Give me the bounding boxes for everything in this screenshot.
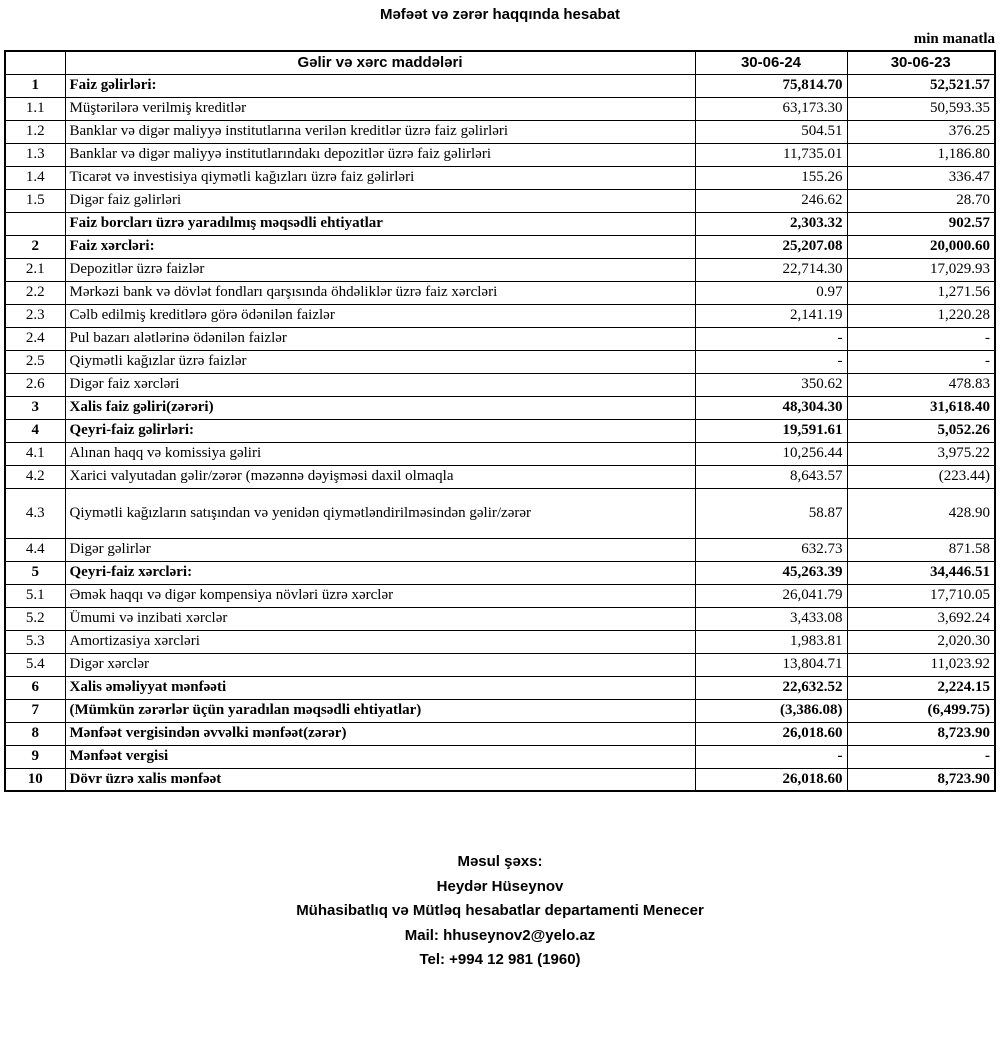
value-30-06-24: 155.26 [695, 166, 847, 189]
row-number: 5.1 [5, 584, 65, 607]
value-30-06-23: 2,224.15 [847, 676, 995, 699]
table-row [5, 584, 995, 607]
row-number: 4.1 [5, 442, 65, 465]
row-description: Ümumi və inzibati xərclər [65, 607, 695, 630]
row-number: 2.2 [5, 281, 65, 304]
value-30-06-23: 428.90 [847, 488, 995, 538]
row-description: Cəlb edilmiş kreditlərə görə ödənilən faizlər [65, 304, 695, 327]
row-description: Faiz gəlirləri: [65, 74, 695, 97]
value-30-06-24: 632.73 [695, 538, 847, 561]
value-30-06-23: 3,975.22 [847, 442, 995, 465]
value-30-06-24: 26,018.60 [695, 722, 847, 745]
row-number: 2.1 [5, 258, 65, 281]
row-number: 1 [5, 74, 65, 97]
row-description: Pul bazarı alətlərinə ödənilən faizlər [65, 327, 695, 350]
income-statement-table [4, 50, 996, 792]
value-30-06-23: 17,710.05 [847, 584, 995, 607]
table-row [5, 74, 995, 97]
table-row [5, 166, 995, 189]
value-30-06-23: 336.47 [847, 166, 995, 189]
value-30-06-24: 22,714.30 [695, 258, 847, 281]
row-number: 4 [5, 419, 65, 442]
value-30-06-24: 504.51 [695, 120, 847, 143]
table-row [5, 212, 995, 235]
row-number: 5.4 [5, 653, 65, 676]
column-header-number [5, 51, 65, 74]
table-row [5, 676, 995, 699]
row-number: 5.2 [5, 607, 65, 630]
row-number: 5 [5, 561, 65, 584]
responsible-name: Heydər Hüseynov [436, 877, 564, 895]
row-description: Faiz xərcləri: [65, 235, 695, 258]
value-30-06-24: - [695, 327, 847, 350]
table-row [5, 120, 995, 143]
value-30-06-23: 34,446.51 [847, 561, 995, 584]
value-30-06-24: 48,304.30 [695, 396, 847, 419]
value-30-06-24: (3,386.08) [695, 699, 847, 722]
row-description: Əmək haqqı və digər kompensiya növləri üzrə xərclər [65, 584, 695, 607]
value-30-06-23: 8,723.90 [847, 768, 995, 791]
row-description: Banklar və digər maliyyə institutlarına verilən kreditlər üzrə faiz gəlirləri [65, 120, 695, 143]
table-row [5, 396, 995, 419]
column-header-date-1: 30-06-24 [695, 51, 847, 74]
value-30-06-23: 20,000.60 [847, 235, 995, 258]
row-number: 1.2 [5, 120, 65, 143]
value-30-06-23: 17,029.93 [847, 258, 995, 281]
row-number: 5.3 [5, 630, 65, 653]
value-30-06-24: 26,041.79 [695, 584, 847, 607]
row-description: Dövr üzrə xalis mənfəət [65, 768, 695, 791]
value-30-06-24: - [695, 350, 847, 373]
value-30-06-24: 25,207.08 [695, 235, 847, 258]
row-number: 9 [5, 745, 65, 768]
value-30-06-23: - [847, 350, 995, 373]
value-30-06-24: 0.97 [695, 281, 847, 304]
page-title: Məfəət və zərər haqqında hesabat [379, 6, 621, 23]
value-30-06-24: 8,643.57 [695, 465, 847, 488]
value-30-06-24: 3,433.08 [695, 607, 847, 630]
value-30-06-23: 50,593.35 [847, 97, 995, 120]
value-30-06-24: 246.62 [695, 189, 847, 212]
value-30-06-23: 871.58 [847, 538, 995, 561]
value-30-06-23: 1,220.28 [847, 304, 995, 327]
row-number: 2.4 [5, 327, 65, 350]
row-description: Mənfəət vergisindən əvvəlki mənfəət(zərər) [65, 722, 695, 745]
table-row [5, 699, 995, 722]
row-description: Qiymətli kağızlar üzrə faizlər [65, 350, 695, 373]
responsible-label: Məsul şəxs: [457, 853, 543, 870]
table-row [5, 745, 995, 768]
table-row [5, 538, 995, 561]
value-30-06-24: 13,804.71 [695, 653, 847, 676]
value-30-06-23: 1,271.56 [847, 281, 995, 304]
value-30-06-23: 52,521.57 [847, 74, 995, 97]
table-row [5, 722, 995, 745]
value-30-06-24: 2,141.19 [695, 304, 847, 327]
table-header-row [5, 51, 995, 74]
table-row [5, 281, 995, 304]
row-description: (Mümkün zərərlər üçün yaradılan məqsədli ehtiyatlar) [65, 699, 695, 722]
row-number: 1.1 [5, 97, 65, 120]
row-description: Ticarət və investisiya qiymətli kağızları üzrə faiz gəlirləri [65, 166, 695, 189]
table-row [5, 630, 995, 653]
row-description: Amortizasiya xərcləri [65, 630, 695, 653]
row-description: Depozitlər üzrə faizlər [65, 258, 695, 281]
value-30-06-23: 902.57 [847, 212, 995, 235]
row-number: 1.5 [5, 189, 65, 212]
row-description: Mərkəzi bank və dövlət fondları qarşısında öhdəliklər üzrə faiz xərcləri [65, 281, 695, 304]
value-30-06-24: 26,018.60 [695, 768, 847, 791]
row-description: Xalis əməliyyat mənfəəti [65, 676, 695, 699]
value-30-06-23: 2,020.30 [847, 630, 995, 653]
signature-block [0, 850, 1000, 973]
value-30-06-23: - [847, 327, 995, 350]
value-30-06-23: - [847, 745, 995, 768]
table-row [5, 235, 995, 258]
contact-tel: Tel: +994 12 981 (1960) [419, 951, 581, 968]
value-30-06-24: 22,632.52 [695, 676, 847, 699]
row-number: 1.4 [5, 166, 65, 189]
table-row [5, 488, 995, 538]
value-30-06-24: 2,303.32 [695, 212, 847, 235]
row-number: 4.4 [5, 538, 65, 561]
value-30-06-23: 3,692.24 [847, 607, 995, 630]
row-description: Digər xərclər [65, 653, 695, 676]
table-row [5, 189, 995, 212]
value-30-06-23: 478.83 [847, 373, 995, 396]
value-30-06-23: 1,186.80 [847, 143, 995, 166]
row-number: 2.6 [5, 373, 65, 396]
table-row [5, 258, 995, 281]
value-30-06-23: 376.25 [847, 120, 995, 143]
row-description: Mənfəət vergisi [65, 745, 695, 768]
value-30-06-24: 11,735.01 [695, 143, 847, 166]
table-row [5, 419, 995, 442]
value-30-06-23: 11,023.92 [847, 653, 995, 676]
responsible-position: Mühasibatlıq və Mütləq hesabatlar departamenti Menecer [296, 902, 704, 919]
value-30-06-23: 28.70 [847, 189, 995, 212]
value-30-06-24: - [695, 745, 847, 768]
row-description: Xalis faiz gəliri(zərəri) [65, 396, 695, 419]
row-number [5, 212, 65, 235]
contact-mail: Mail: hhuseynov2@yelo.az [404, 926, 596, 944]
row-number: 4.2 [5, 465, 65, 488]
value-30-06-24: 58.87 [695, 488, 847, 538]
row-number: 4.3 [5, 488, 65, 538]
value-30-06-24: 75,814.70 [695, 74, 847, 97]
value-30-06-24: 63,173.30 [695, 97, 847, 120]
column-header-description: Gəlir və xərc maddələri [65, 51, 695, 74]
value-30-06-24: 1,983.81 [695, 630, 847, 653]
table-row [5, 373, 995, 396]
table-row [5, 327, 995, 350]
table-row [5, 465, 995, 488]
value-30-06-24: 45,263.39 [695, 561, 847, 584]
row-number: 10 [5, 768, 65, 791]
value-30-06-23: (6,499.75) [847, 699, 995, 722]
row-number: 2.5 [5, 350, 65, 373]
row-number: 8 [5, 722, 65, 745]
row-description: Xarici valyutadan gəlir/zərər (məzənnə dəyişməsi daxil olmaqla [65, 465, 695, 488]
row-description: Digər gəlirlər [65, 538, 695, 561]
row-number: 7 [5, 699, 65, 722]
table-row [5, 350, 995, 373]
column-header-date-2: 30-06-23 [847, 51, 995, 74]
row-number: 3 [5, 396, 65, 419]
row-number: 6 [5, 676, 65, 699]
row-number: 2 [5, 235, 65, 258]
table-row [5, 143, 995, 166]
row-description: Qeyri-faiz xərcləri: [65, 561, 695, 584]
value-30-06-24: 10,256.44 [695, 442, 847, 465]
row-description: Qiymətli kağızların satışından və yenidən qiymətləndirilməsindən gəlir/zərər [65, 488, 695, 538]
value-30-06-23: 5,052.26 [847, 419, 995, 442]
table-row [5, 97, 995, 120]
table-row [5, 607, 995, 630]
row-number: 2.3 [5, 304, 65, 327]
value-30-06-23: 31,618.40 [847, 396, 995, 419]
row-description: Müştərilərə verilmiş kreditlər [65, 97, 695, 120]
value-30-06-23: (223.44) [847, 465, 995, 488]
value-30-06-24: 19,591.61 [695, 419, 847, 442]
row-description: Digər faiz gəlirləri [65, 189, 695, 212]
row-description: Digər faiz xərcləri [65, 373, 695, 396]
value-30-06-24: 350.62 [695, 373, 847, 396]
table-row [5, 442, 995, 465]
row-description: Faiz borcları üzrə yaradılmış məqsədli ehtiyatlar [65, 212, 695, 235]
row-description: Qeyri-faiz gəlirləri: [65, 419, 695, 442]
table-row [5, 653, 995, 676]
row-description: Alınan haqq və komissiya gəliri [65, 442, 695, 465]
table-row [5, 561, 995, 584]
value-30-06-23: 8,723.90 [847, 722, 995, 745]
table-row [5, 304, 995, 327]
table-row [5, 768, 995, 791]
row-number: 1.3 [5, 143, 65, 166]
unit-note: min manatla [913, 31, 995, 47]
row-description: Banklar və digər maliyyə institutlarındakı depozitlər üzrə faiz gəlirləri [65, 143, 695, 166]
